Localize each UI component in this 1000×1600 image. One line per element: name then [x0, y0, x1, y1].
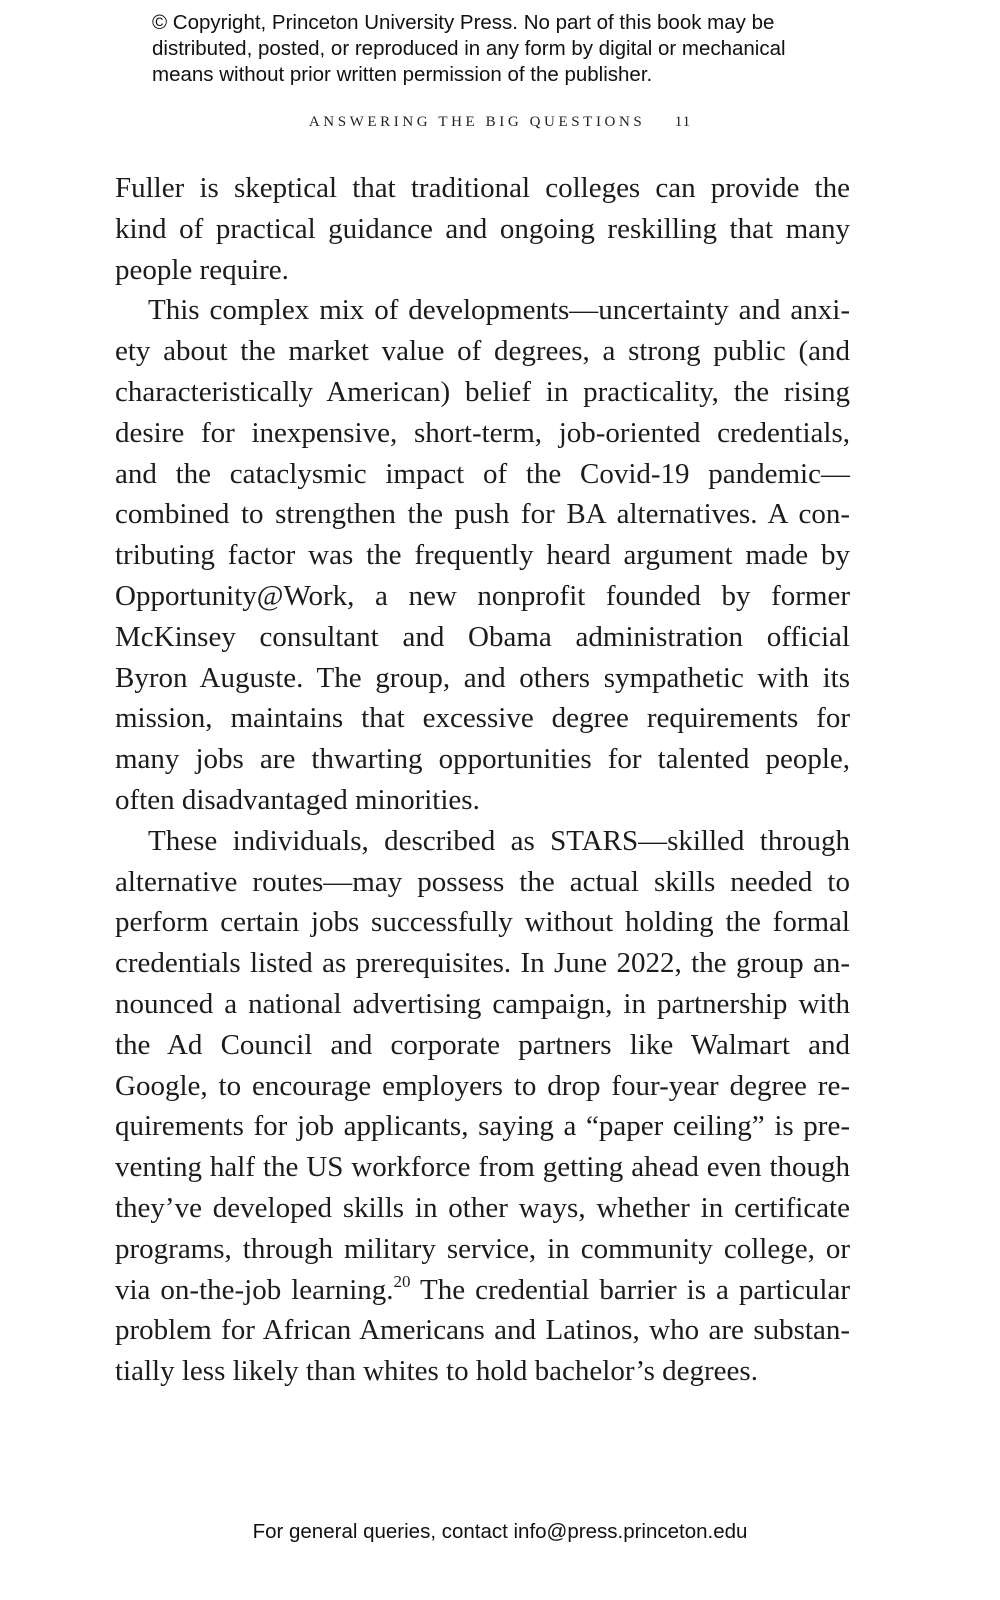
text-line: ety about the market value of degrees, a strong public (and [115, 335, 850, 368]
copyright-line: distributed, posted, or reproduced in any form by digital or mechanical [152, 37, 786, 60]
footer-contact: For general queries, contact info@press.princeton.edu [252, 1520, 748, 1543]
text-line: Google, to encourage employers to drop four-year degree re- [115, 1069, 850, 1102]
text-line: This complex mix of developments—uncertainty and anxi- [148, 294, 850, 327]
text-line: combined to strengthen the push for BA alternatives. A con- [115, 498, 850, 531]
text-line: often disadvantaged minorities. [115, 783, 480, 816]
text-line: alternative routes—may possess the actual skills needed to [115, 865, 850, 898]
text-line: McKinsey consultant and Obama administration official [115, 620, 850, 653]
text-line: mission, maintains that excessive degree requirements for [115, 702, 850, 735]
text-line: and the cataclysmic impact of the Covid-19 pandemic— [115, 457, 850, 490]
text-line: quirements for job applicants, saying a “paper ceiling” is pre- [115, 1110, 850, 1143]
text-line: they’ve developed skills in other ways, whether in certificate [115, 1191, 850, 1224]
text-line: These individuals, described as STARS—skilled through [148, 824, 850, 857]
copyright-line: © Copyright, Princeton University Press. No part of this book may be [152, 11, 775, 34]
text-line: venting half the US workforce from getting ahead even though [115, 1151, 850, 1184]
text-line: tributing factor was the frequently heard argument made by [115, 539, 850, 572]
text-line: credentials listed as prerequisites. In June 2022, the group an- [115, 947, 850, 980]
text-line: people require. [115, 253, 289, 286]
text-segment: The credential barrier is a particular [410, 1273, 851, 1306]
copyright-notice [152, 10, 852, 88]
text-segment: via on-the-job learning. [115, 1273, 394, 1306]
body-text [115, 168, 850, 1392]
page-number: 11 [674, 114, 692, 130]
text-line: perform certain jobs successfully without holding the formal [115, 906, 850, 939]
footnote-reference[interactable]: 20 [393, 1271, 411, 1291]
text-line: the Ad Council and corporate partners like Walmart and [115, 1028, 850, 1061]
paragraph [115, 821, 850, 1392]
paragraph [115, 168, 850, 290]
text-line: desire for inexpensive, short-term, job-oriented credentials, [115, 416, 850, 449]
text-line-with-footnote [115, 1270, 850, 1311]
text-line: programs, through military service, in community college, or [115, 1232, 850, 1265]
paragraph [115, 290, 850, 820]
text-line: many jobs are thwarting opportunities for talented people, [115, 743, 850, 776]
chapter-title: ANSWERING THE BIG QUESTIONS [308, 114, 646, 130]
text-line: kind of practical guidance and ongoing reskilling that many [115, 212, 850, 245]
text-line: nounced a national advertising campaign, in partnership with [115, 987, 850, 1020]
running-head [0, 114, 1000, 131]
copyright-line: means without prior written permission of the publisher. [152, 63, 653, 86]
text-line: Opportunity@Work, a new nonprofit founded by former [115, 579, 850, 612]
text-line: tially less likely than whites to hold bachelor’s degrees. [115, 1355, 758, 1388]
text-line: problem for African Americans and Latinos, who are substan- [115, 1314, 850, 1347]
text-line: Byron Auguste. The group, and others sympathetic with its [115, 661, 850, 694]
text-line: Fuller is skeptical that traditional colleges can provide the [115, 172, 850, 204]
text-line: characteristically American) belief in practicality, the rising [115, 375, 850, 408]
